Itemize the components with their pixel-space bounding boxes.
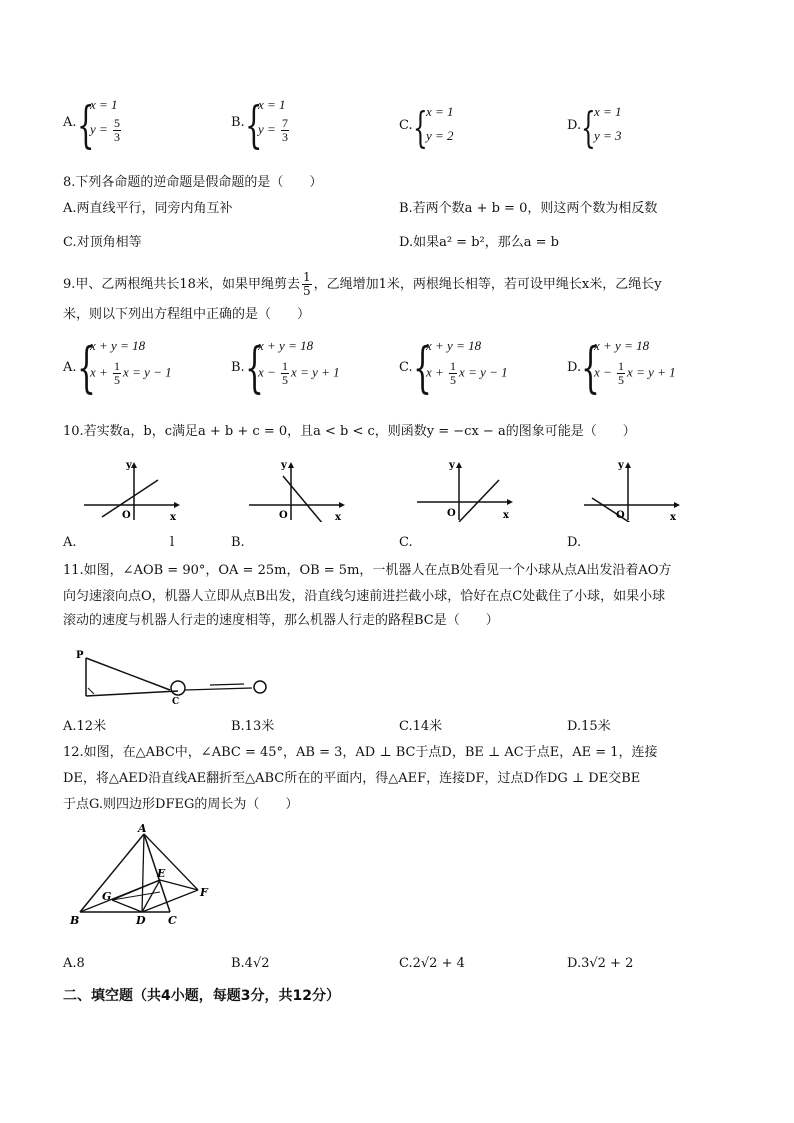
equation-line: x + $\frac{1}{5}$ x = y − 1 [90,359,172,387]
equation-line: y = 2 [426,128,454,143]
option-label: A. [63,115,77,130]
q11-figure [74,644,274,706]
equation-line: y = $\frac{5}{3}$ [90,116,121,144]
q12-figure [68,822,218,930]
brace-icon: { [413,103,428,152]
equation-line: y = $\frac{7}{3}$ [258,116,289,144]
q9-option-a [63,338,223,398]
q12-option-d: D.3√2 + 2 [567,956,634,971]
axis-y-label: y [449,460,455,471]
point-d-label: D [136,914,146,927]
q12-stem-line2: DE，将△AED沿直线AE翻折至△ABC所在的平面内，得△AEF，连接DF，过点D作DG ⊥ DE交BE [63,771,641,786]
point-a-label: A [138,822,147,835]
equation-line: x + y = 18 [594,338,650,353]
brace-icon: { [77,336,96,399]
axis-y-label: y [126,460,132,471]
q11-option-d: D.15米 [567,719,611,734]
section-heading: 二、填空题（共4小题，每题3分，共12分） [63,988,340,1004]
equation-line: x + y = 18 [90,338,146,353]
equation-line: x + $\frac{1}{5}$ x = y − 1 [426,359,508,387]
equation-line: x + y = 18 [258,338,314,353]
q10-graph-d [580,460,680,522]
q11-option-b: B.13米 [231,719,275,734]
equation-line: x = 1 [90,97,118,112]
brace-icon: { [581,336,600,399]
q7-option-c [399,104,539,152]
q11-stem-line1: 11.如图，∠AOB = 90°，OA = 25m，OB = 5m，一机器人在点B处看见一个小球从点A出发沿着AO方 [63,563,672,578]
q9-stem-line2: 米，则以下列出方程组中正确的是（ ） [63,307,311,322]
option-label: D. [567,360,582,375]
q7-option-b [231,97,371,153]
q10-graph-a [80,460,180,522]
option-label: B. [231,115,245,130]
axis-y-label: y [618,460,624,471]
q11-option-c: C.14米 [399,719,443,734]
q8-option-b: B.若两个数a + b = 0，则这两个数为相反数 [399,201,658,216]
q10-graph-c [413,460,513,522]
brace-icon: { [413,336,432,399]
point-f-label: F [200,886,208,899]
origin-label: O [447,508,456,519]
origin-label: O [616,510,625,521]
brace-icon: { [245,96,263,154]
brace-icon: { [245,336,264,399]
q12-stem-line1: 12.如图，在△ABC中，∠ABC = 45°，AB = 3，AD ⊥ BC于点D，BE ⊥ AC于点E，AE = 1，连接 [63,745,658,760]
q8-option-a: A.两直线平行，同旁内角互补 [63,201,233,216]
q10-label-b: B. [231,535,245,550]
q7-option-a [63,97,203,153]
point-g-label: G [102,890,112,903]
q10-label-a: A. [63,535,77,550]
equation-line: y = 3 [594,128,622,143]
q8-option-c: C.对顶角相等 [63,235,142,250]
axis-x-label: x [503,510,509,521]
q10-label-d: D. [567,535,582,550]
equation-line: x = 1 [426,104,454,119]
point-e-label: E [157,867,166,880]
q9-option-d [567,338,727,398]
equation-line: x − $\frac{1}{5}$ x = y + 1 [258,359,340,387]
option-label: C. [399,118,413,133]
q10-stem: 10.若实数a，b，c满足a + b + c = 0，且a < b < c，则函数y = −cx − a的图象可能是（ ） [63,424,636,439]
q11-stem-line2: 向匀速滚向点O，机器人立即从点B出发，沿直线匀速前进拦截小球，恰好在点C处截住了小球，如果小球 [63,589,666,604]
point-p-label: P [76,650,84,661]
q9-option-b [231,338,391,398]
option-label: A. [63,360,77,375]
q10-stray-mark: l [170,535,175,550]
q12-option-a: A.8 [63,956,85,971]
equation-line: x = 1 [258,97,286,112]
q9-option-c [399,338,559,398]
q11-stem-line3: 滚动的速度与机器人行走的速度相等，那么机器人行走的路程BC是（ ） [63,613,499,628]
q12-stem-line3: 于点G.则四边形DFEG的周长为（ ） [63,797,299,812]
q7-option-d [567,104,707,152]
q10-graph-b [245,460,345,522]
q10-label-c: C. [399,535,413,550]
option-label: D. [567,118,582,133]
q8-option-d: D.如果a² = b²，那么a = b [399,235,559,250]
origin-label: O [122,510,131,521]
axis-x-label: x [670,512,676,522]
q11-option-a: A.12米 [63,719,107,734]
brace-icon: { [581,103,596,152]
equation-line: x = 1 [594,104,622,119]
q12-option-b: B.4√2 [231,956,270,971]
q8-stem: 8.下列各命题的逆命题是假命题的是（ ） [63,175,323,190]
point-b-label: B [70,914,80,927]
axis-x-label: x [170,512,176,522]
origin-label: O [279,510,288,521]
q12-option-c: C.2√2 + 4 [399,956,465,971]
option-label: C. [399,360,413,375]
point-c-label: C [172,697,180,706]
point-c-label: C [168,914,177,927]
option-label: B. [231,360,245,375]
axis-x-label: x [335,512,341,522]
brace-icon: { [77,96,95,154]
axis-y-label: y [281,460,287,471]
equation-line: x − $\frac{1}{5}$ x = y + 1 [594,359,676,387]
equation-line: x + y = 18 [426,338,482,353]
q9-stem-line1: 9.甲、乙两根绳共长18米，如果甲绳剪去 $\frac{1}{5}$ ，乙绳增加1米，两根绳长相等，若可设甲绳长x米，乙绳长y [63,270,662,298]
